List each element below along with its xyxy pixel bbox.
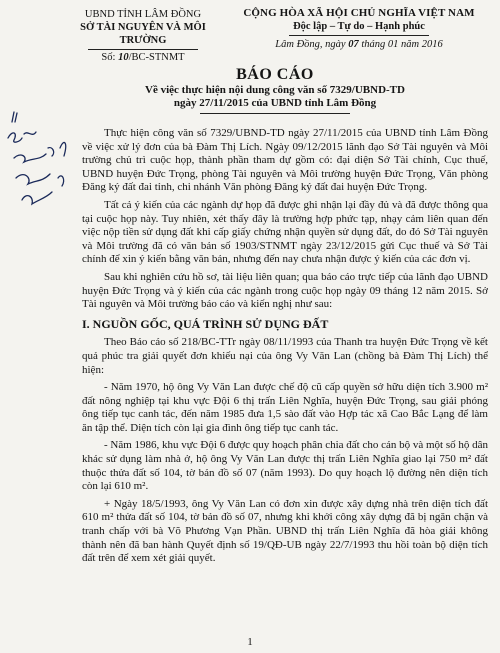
report-body bbox=[82, 127, 488, 570]
national-header-block bbox=[234, 7, 484, 51]
handwritten-annotation bbox=[2, 108, 80, 228]
national-title: CỘNG HÒA XÃ HỘI CHỦ NGHĨA VIỆT NAM bbox=[243, 7, 475, 19]
document-number: Số: 10/BC-STNMT bbox=[101, 52, 185, 63]
agency-underline bbox=[88, 49, 198, 50]
issuing-agency: SỞ TÀI NGUYÊN VÀ MÔI TRƯỜNG bbox=[80, 22, 206, 46]
national-motto: Độc lập – Tự do – Hạnh phúc bbox=[293, 21, 425, 32]
report-title-block bbox=[80, 66, 470, 114]
paragraph-intro: Thực hiện công văn số 7329/UBND-TD ngày 27/11/2015 của UBND tỉnh Lâm Đồng về việc xử lý đơn của bà Đàm Thị Lích. Ngày 09/12/2015 lãnh đạo Sở Tài nguyên và Môi trường chủ trì cuộc họp, thành phần tham dự gồm có: đại diện Sở Tài chính, Cục thuế, UBND huyện Đức Trọng, phòng Tài nguyên và Môi trường huyện Đức Trọng, Văn phòng Đăng ký đất đai tỉnh, chi nhánh Văn phòng Đăng ký đất đai huyện Đức Trọng. bbox=[82, 127, 488, 194]
subject-line-2: ngày 27/11/2015 của UBND tỉnh Lâm Đồng bbox=[173, 97, 377, 109]
title-underline bbox=[200, 113, 350, 114]
document-type: BÁO CÁO bbox=[236, 66, 314, 83]
page-number: 1 bbox=[247, 636, 253, 648]
motto-underline bbox=[289, 35, 429, 36]
subject-line-1: Về việc thực hiện nội dung công văn số 7329/UBND-TD bbox=[145, 84, 405, 96]
section-heading-1: I. NGUỒN GỐC, QUÁ TRÌNH SỬ DỤNG ĐẤT bbox=[82, 316, 329, 331]
issuing-agency-block bbox=[68, 8, 218, 64]
paragraph-review: Sau khi nghiên cứu hồ sơ, tài liệu liên quan; qua báo cáo trực tiếp của lãnh đạo UBND huyện Đức Trọng và ý kiến của các ngành trong cuộc họp ngày 09 tháng 12 năm 2015. Sở Tài nguyên và Môi trường báo cáo và kiến nghị như sau: bbox=[82, 270, 488, 311]
paragraph-inspection-report: Theo Báo cáo số 218/BC-TTr ngày 08/11/1993 của Thanh tra huyện Đức Trọng về kết quả phúc tra giải quyết đơn khiếu nại của ông Vy Văn Lan (chồng bà Đàm Thị Lích) thể hiện: bbox=[82, 336, 488, 376]
list-item-1986: - Năm 1986, khu vực Đội 6 được quy hoạch phân chia đất cho cán bộ và một số hộ dân khác sử dụng làm nhà ở, hộ ông Vy Văn Lan được thị trấn Liên Nghĩa giao lại 750 m² đất thuộc thửa đất số 104, tờ bản đồ số 07 (năm 1993). Do quy hoạch lộ đường nên diện tích còn lại 610 m². bbox=[82, 439, 489, 493]
paragraph-meeting: Tất cả ý kiến của các ngành dự họp đã được ghi nhận lại đầy đủ và đã được thông qua tại cuộc họp này. Tuy nhiên, xét thấy đây là trường hợp phức tạp, nhạy cảm liên quan đến việc nộp tiền sử dụng đất khi cấp giấy chứng nhận quyền sử dụng đất, do đó Sở Tài nguyên và Môi trường đã có văn bản số 1903/STNMT ngày 23/12/2015 gửi Cục thuế và Sở Tài chính để xin ý kiến bằng văn bản, nhưng đến nay chưa nhận được ý kiến của các đơn vị. bbox=[82, 198, 488, 266]
issue-date: Lâm Đồng, ngày 07 tháng 01 năm 2016 bbox=[275, 39, 443, 50]
list-item-1970: - Năm 1970, hộ ông Vy Văn Lan được chế độ cũ cấp quyền sở hữu diện tích 3.900 m² đất nông nghiệp tại khu vực Đội 6 thị trấn Liên Nghĩa, huyện Đức Trọng, sau giải phóng ông tiếp tục canh tác, đến năm 1985 đưa 1,5 sào đất vào Hợp tác xã Cao Bắc Lạng để làm ăn tập thể. Diện tích còn lại gia đình ông tiếp tục canh tác. bbox=[82, 381, 488, 434]
parent-agency: UBND TỈNH LÂM ĐỒNG bbox=[84, 9, 202, 20]
handwriting-scribble-icon bbox=[2, 108, 80, 228]
list-item-1993: + Ngày 18/5/1993, ông Vy Văn Lan có đơn xin được xây dựng nhà trên diện tích đất 610 m² thửa đất số 104, tờ bản đồ số 07, nhưng khi khởi công xây dựng đã bị ngăn chặn và tranh chấp với bà Võ Phương Vạn Phần. UBND thị trấn Liên Nghĩa đã hòa giải không thành nên đã ban hành Quyết định số 19/QĐ-UB ngày 22/7/1993 thu hồi toàn bộ diện tích đất trên để xem xét giải quyết. bbox=[82, 497, 488, 565]
